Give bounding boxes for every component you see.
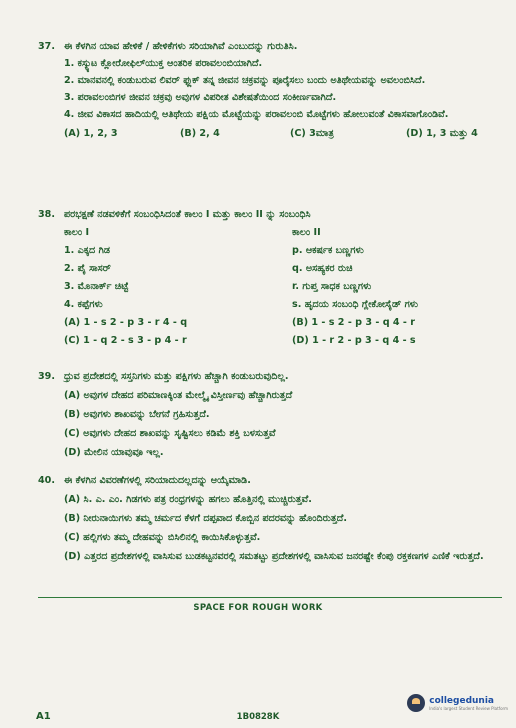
option-d[interactable]: (D) ಮೇಲಿನ ಯಾವುವೂ ಇಲ್ಲ.	[64, 447, 164, 458]
option-a[interactable]: (A) 1 - s 2 - p 3 - r 4 - q	[64, 317, 188, 328]
option-c[interactable]: (C) ಹಲ್ಲಿಗಳು ತಮ್ಮ ದೇಹವನ್ನು ಬಿಸಿಲಿನಲ್ಲಿ ಕಾಯಿಸಿಕೊಳ್ಳುತ್ತವೆ.	[64, 532, 261, 543]
column-1-item: 1. ಎಕ್ಕದ ಗಿಡ	[64, 245, 110, 256]
statement: 4. ಜೀವ ವಿಕಾಸದ ಹಾದಿಯಲ್ಲಿ ಆತಿಥೇಯ ಪಕ್ಷಿಯ ಮೊಟ್ಟೆಯನ್ನು ಪರಾವಲಂಬಿ ಮೊಟ್ಟೆಗಳು ಹೋಲುವಂತೆ ವಿಕಾಸವಾಗೊಂಡಿವೆ.	[64, 109, 449, 120]
match-row	[64, 262, 502, 275]
match-row	[64, 298, 502, 311]
column-2-item: q. ಅಸಹ್ಯಕರ ರುಚಿ	[292, 263, 353, 274]
option-c[interactable]: (C) ಅವುಗಳು ದೇಹದ ಶಾಖವನ್ನು ಸೃಷ್ಟಿಸಲು ಕಡಿಮೆ ಶಕ್ತಿ ಬಳಸುತ್ತವೆ	[64, 428, 276, 439]
question-text: ಈ ಕೆಳಗಿನ ವಿವರಣೆಗಳಲ್ಲಿ ಸರಿಯಾದುದಲ್ಲದನ್ನು ಆಯ್ಕೆಮಾಡಿ.	[64, 475, 251, 486]
match-row	[64, 244, 502, 257]
question-text: ಪರಭಕ್ಷಣೆ ನಡವಳಿಕೆಗೆ ಸಂಬಂಧಿಸಿದಂತೆ ಕಾಲಂ I ಮತ್ತು ಕಾಲಂ II ನ್ನು ಸಂಬಂಧಿಸಿ	[64, 209, 311, 220]
booklet-code: 1B0828K	[236, 712, 280, 722]
option-b[interactable]: (B) ನೀರುನಾಯಿಗಳು ತಮ್ಮ ಚರ್ಮದ ಕೆಳಗೆ ದಪ್ಪವಾದ ಕೊಬ್ಬಿನ ಪದರವನ್ನು ಹೊಂದಿರುತ್ತದೆ.	[64, 513, 347, 524]
option-c[interactable]: (C) 1 - q 2 - s 3 - p 4 - r	[64, 335, 187, 346]
match-table	[64, 226, 502, 347]
option-a[interactable]: (A) 1, 2, 3	[64, 128, 118, 139]
option-c[interactable]: (C) 3ಮಾತ್ರ	[290, 128, 334, 139]
column-1-heading: ಕಾಲಂ I	[64, 227, 90, 238]
column-1-item: 3. ಮೊನಾರ್ಕ್ ಚಿಟ್ಟೆ	[64, 281, 129, 292]
column-2-item: p. ಆಕರ್ಷಕ ಬಣ್ಣಗಳು	[292, 245, 364, 256]
option-d[interactable]: (D) ಎತ್ತರದ ಪ್ರದೇಶಗಳಲ್ಲಿ ವಾಸಿಸುವ ಬುಡಕಟ್ಟನವರಲ್ಲಿ ಸಮತಟ್ಟು ಪ್ರದೇಶಗಳಲ್ಲಿ ವಾಸಿಸುವ ಜನರಷ್ಟೇ ಕೆಂಪು ರಕ್ತಕಣಗಳ ಎಣಿಕೆ ಇರುತ್ತದೆ.	[64, 551, 484, 562]
option-d[interactable]: (D) 1 - r 2 - p 3 - q 4 - s	[292, 335, 416, 346]
page-label: A1	[36, 711, 51, 722]
option-b[interactable]: (B) 1 - s 2 - p 3 - q 4 - r	[292, 317, 415, 328]
statement: 1. ಕಸ್ಕ್ಯುಟ ಕ್ಲೋರೋಫಿಲ್‌ಯುಕ್ತ ಆಂತರಿಕ ಪರಾವಲಂಬಿಯಾಗಿದೆ.	[64, 58, 263, 69]
option-b[interactable]: (B) 2, 4	[180, 128, 220, 139]
match-header	[64, 226, 502, 239]
question-text: ಈ ಕೆಳಗಿನ ಯಾವ ಹೇಳಿಕೆ / ಹೇಳಿಕೆಗಳು ಸರಿಯಾಗಿವೆ ಎಂಬುದನ್ನು ಗುರುತಿಸಿ.	[64, 41, 298, 52]
statement: 2. ಮಾನವನಲ್ಲಿ ಕಂಡುಬರುವ ಲಿವರ್ ಫ್ಲುಕ್ ತನ್ನ ಜೀವನ ಚಕ್ರವನ್ನು ಪೂರೈಸಲು ಬಂದು ಅತಿಥೇಯವನ್ನು ಅವಲಂಬಿಸಿದೆ.	[64, 75, 426, 86]
logo-icon	[407, 694, 425, 712]
column-1-item: 2. ಪೈ ಸಾಸರ್	[64, 263, 111, 274]
question-number: 38.	[38, 209, 55, 220]
option-d[interactable]: (D) 1, 3 ಮತ್ತು 4	[406, 128, 478, 139]
options-row	[64, 334, 502, 347]
question-40	[38, 474, 502, 563]
column-2-item: r. ಗುಪ್ತ ಸಾಧಕ ಬಣ್ಣಗಳು	[292, 281, 372, 292]
question-number: 39.	[38, 371, 55, 382]
logo-name: collegedunia	[429, 695, 494, 706]
divider	[38, 597, 502, 598]
question-37	[38, 40, 502, 140]
question-number: 37.	[38, 41, 55, 52]
collegedunia-logo	[407, 694, 508, 712]
question-number: 40.	[38, 475, 55, 486]
option-a[interactable]: (A) ಅವುಗಳ ದೇಹದ ಪರಿಮಾಣಕ್ಕಿಂತ ಮೇಲ್ಮೈ ವಿಸ್ತೀರ್ಣವು ಹೆಚ್ಚಾಗಿರುತ್ತದೆ	[64, 390, 293, 401]
options-row	[64, 316, 502, 329]
logo-tagline: India's largest Student Review Platform	[429, 705, 508, 711]
options-row	[64, 127, 502, 140]
match-row	[64, 280, 502, 293]
statement: 3. ಪರಾವಲಂಬಿಗಳ ಜೀವನ ಚಕ್ರವು ಅವುಗಳ ವಿಪರೀತ ವಿಶೇಷತೆಯಿಂದ ಸಂಕೀರ್ಣವಾಗಿದೆ.	[64, 92, 337, 103]
question-39	[38, 370, 502, 459]
column-2-item: s. ಹೃದಯ ಸಂಬಂಧಿ ಗ್ಲೇಕೋಸೈಡ್ ಗಳು	[292, 299, 419, 310]
column-2-heading: ಕಾಲಂ II	[292, 227, 321, 238]
question-text: ಧ್ರುವ ಪ್ರದೇಶದಲ್ಲಿ ಸಸ್ತನಿಗಳು ಮತ್ತು ಪಕ್ಷಿಗಳು ಹೆಚ್ಚಾಗಿ ಕಂಡುಬರುವುದಿಲ್ಲ.	[64, 371, 289, 382]
column-1-item: 4. ಕಪ್ಪೆಗಳು	[64, 299, 103, 310]
question-38	[38, 208, 502, 347]
option-b[interactable]: (B) ಅವುಗಳು ಶಾಖವನ್ನು ಬೇಗನೆ ಗ್ರಹಿಸುತ್ತದೆ.	[64, 409, 210, 420]
rough-work-label: SPACE FOR ROUGH WORK	[193, 603, 323, 613]
option-a[interactable]: (A) ಸಿ. ಎ. ಎಂ. ಗಿಡಗಳು ಪತ್ರ ರಂಧ್ರಗಳನ್ನು ಹಗಲು ಹೊತ್ತಿನಲ್ಲಿ ಮುಚ್ಚಿರುತ್ತವೆ.	[64, 494, 312, 505]
